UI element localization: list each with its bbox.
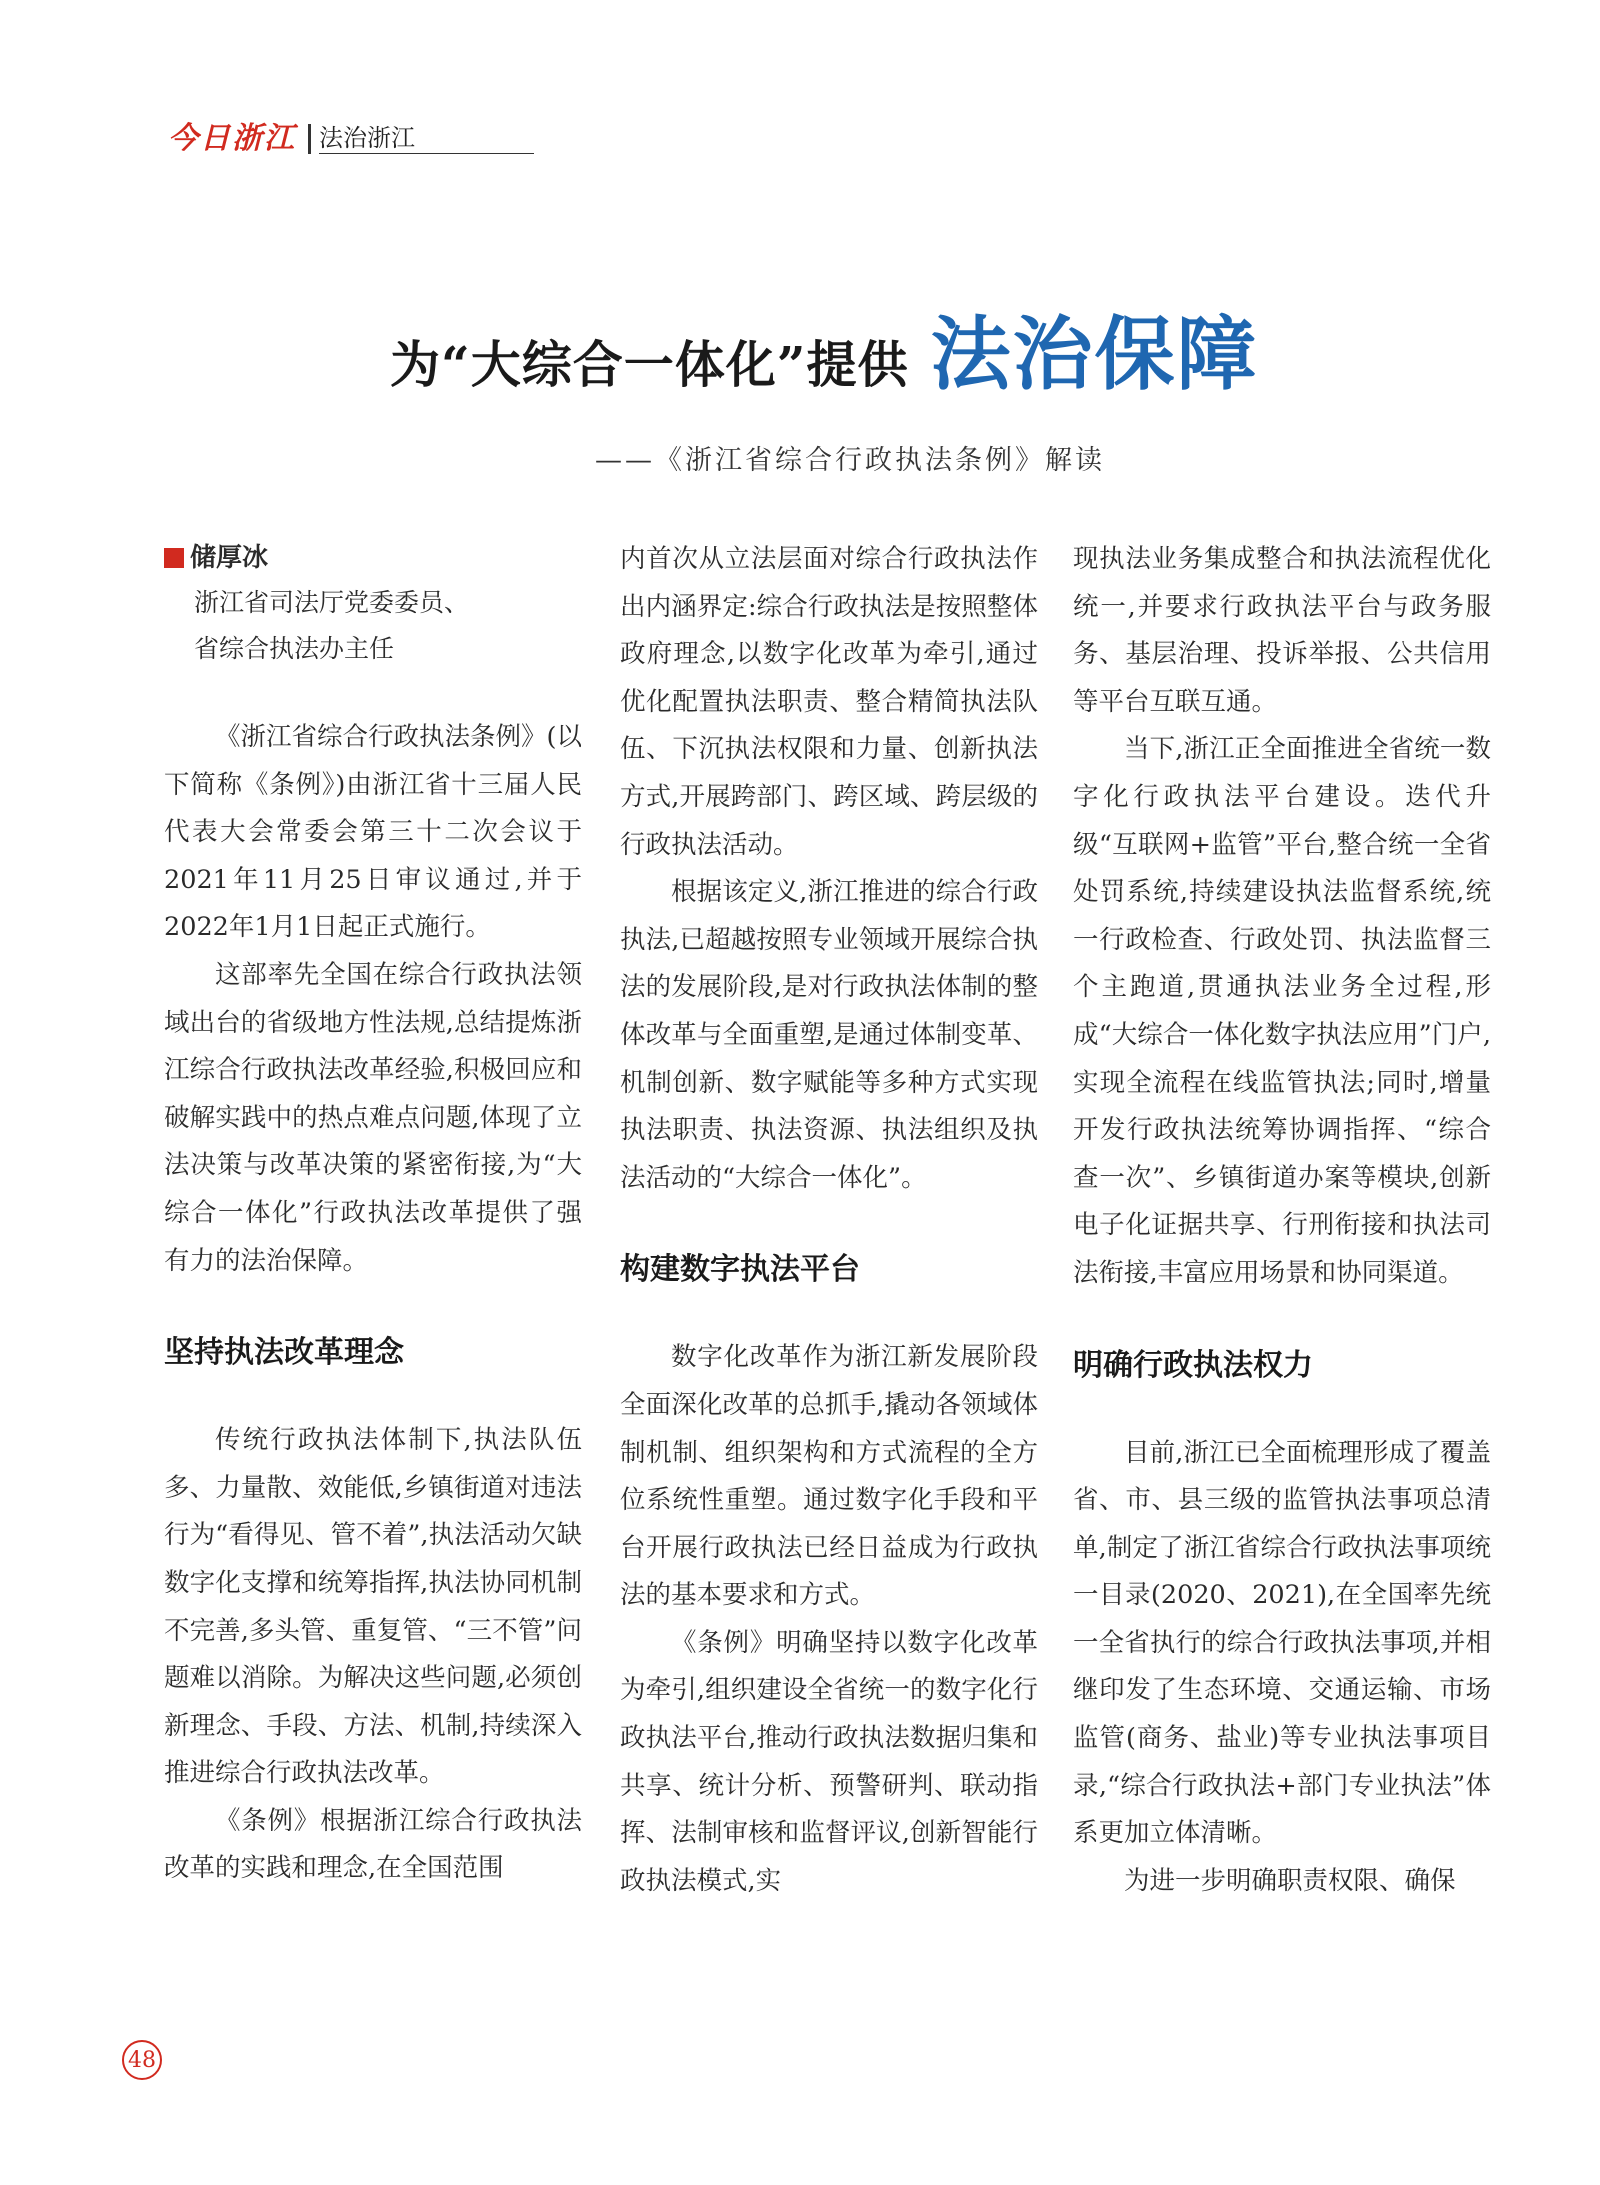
- header-divider: [308, 124, 311, 154]
- page-header: [168, 121, 534, 156]
- paragraph: 内首次从立法层面对综合行政执法作出内涵界定:综合行政执法是按照整体政府理念,以数字化改革为牵引,通过优化配置执法职责、整合精简执法队伍、下沉执法权限和力量、创新执法方式,开展跨部门、跨区域、跨层级的行政执法活动。: [620, 544, 1038, 860]
- article-subtitle: ——《浙江省综合行政执法条例》解读: [595, 445, 1105, 476]
- title-main: 为“大综合一体化”提供: [390, 335, 909, 394]
- author-name-row: [164, 536, 582, 580]
- paragraph: 这部率先全国在综合行政执法领域出台的省级地方性法规,总结提炼浙江综合行政执法改革经验,积极回应和破解实践中的热点难点问题,体现了立法决策与改革决策的紧密衔接,为“大综合一体化”行政执法改革提供了强有力的法治保障。: [164, 959, 582, 1276]
- page-number: 48: [122, 2040, 162, 2080]
- column-2: [620, 536, 1038, 1905]
- magazine-logo: 今日浙江: [168, 121, 296, 156]
- paragraph: 《浙江省综合行政执法条例》(以下简称《条例》)由浙江省十三届人民代表大会常委会第三十二次会议于2021年11月25日审议通过,并于2022年1月1日起正式施行。: [164, 722, 582, 943]
- article-title: [390, 290, 1259, 405]
- paragraph: 传统行政执法体制下,执法队伍多、力量散、效能低,乡镇街道对违法行为“看得见、管不着”,执法活动欠缺数字化支撑和统筹指挥,执法协同机制不完善,多头管、重复管、“三不管”问题难以消除。为解决这些问题,必须创新理念、手段、方法、机制,持续深入推进综合行政执法改革。: [164, 1425, 582, 1789]
- section-label-wrap: [319, 126, 534, 154]
- paragraph: 《条例》明确坚持以数字化改革为牵引,组织建设全省统一的数字化行政执法平台,推动行政执法数据归集和共享、统计分析、预警研判、联动指挥、法制审核和监督评议,创新智能行政执法模式,实: [620, 1627, 1038, 1896]
- column-1: [164, 536, 582, 1893]
- author-title-1: 浙江省司法厅党委委员、: [194, 588, 470, 617]
- author-block: [164, 536, 582, 672]
- section-heading: 坚持执法改革理念: [164, 1335, 404, 1371]
- section-heading: 构建数字执法平台: [620, 1252, 860, 1288]
- column-3: [1073, 536, 1491, 1905]
- paragraph: 为进一步明确职责权限、确保: [1124, 1865, 1456, 1896]
- paragraph: 目前,浙江已全面梳理形成了覆盖省、市、县三级的监管执法事项总清单,制定了浙江省综合行政执法事项统一目录(2020、2021),在全国率先统一全省执行的综合行政执法事项,并相继印发了生态环境、交通运输、市场监管(商务、盐业)等专业执法事项目录,“综合行政执法+部门专业执法”体系更加立体清晰。: [1073, 1437, 1491, 1849]
- paragraph: 数字化改革作为浙江新发展阶段全面深化改革的总抓手,撬动各领域体制机制、组织架构和方式流程的全方位系统性重塑。通过数字化手段和平台开展行政执法已经日益成为行政执法的基本要求和方式。: [620, 1342, 1038, 1611]
- section-heading: 明确行政执法权力: [1073, 1347, 1313, 1383]
- paragraph: 根据该定义,浙江推进的综合行政执法,已超越按照专业领域开展综合执法的发展阶段,是对行政执法体制的整体改革与全面重塑,是通过体制变革、机制创新、数字赋能等多种方式实现执法职责、执法资源、执法组织及执法活动的“大综合一体化”。: [620, 877, 1038, 1193]
- author-name: 储厚冰: [190, 543, 269, 573]
- paragraph: 当下,浙江正全面推进全省统一数字化行政执法平台建设。迭代升级“互联网+监管”平台,整合统一全省处罚系统,持续建设执法监督系统,统一行政检查、行政处罚、执法监督三个主跑道,贯通执法业务全过程,形成“大综合一体化数字执法应用”门户,实现全流程在线监管执法;同时,增量开发行政执法统筹协调指挥、“综合查一次”、乡镇街道办案等模块,创新电子化证据共享、行刑衔接和执法司法衔接,丰富应用场景和协同渠道。: [1073, 734, 1491, 1288]
- section-name: 法治浙江: [319, 124, 415, 152]
- paragraph: 现执法业务集成整合和执法流程优化统一,并要求行政执法平台与政务服务、基层治理、投诉举报、公共信用等平台互联互通。: [1073, 544, 1491, 717]
- author-marker-icon: [164, 548, 184, 568]
- author-title-2: 省综合执法办主任: [194, 634, 395, 663]
- title-accent: 法治保障: [930, 308, 1259, 401]
- paragraph: 《条例》根据浙江综合行政执法改革的实践和理念,在全国范围: [164, 1805, 582, 1884]
